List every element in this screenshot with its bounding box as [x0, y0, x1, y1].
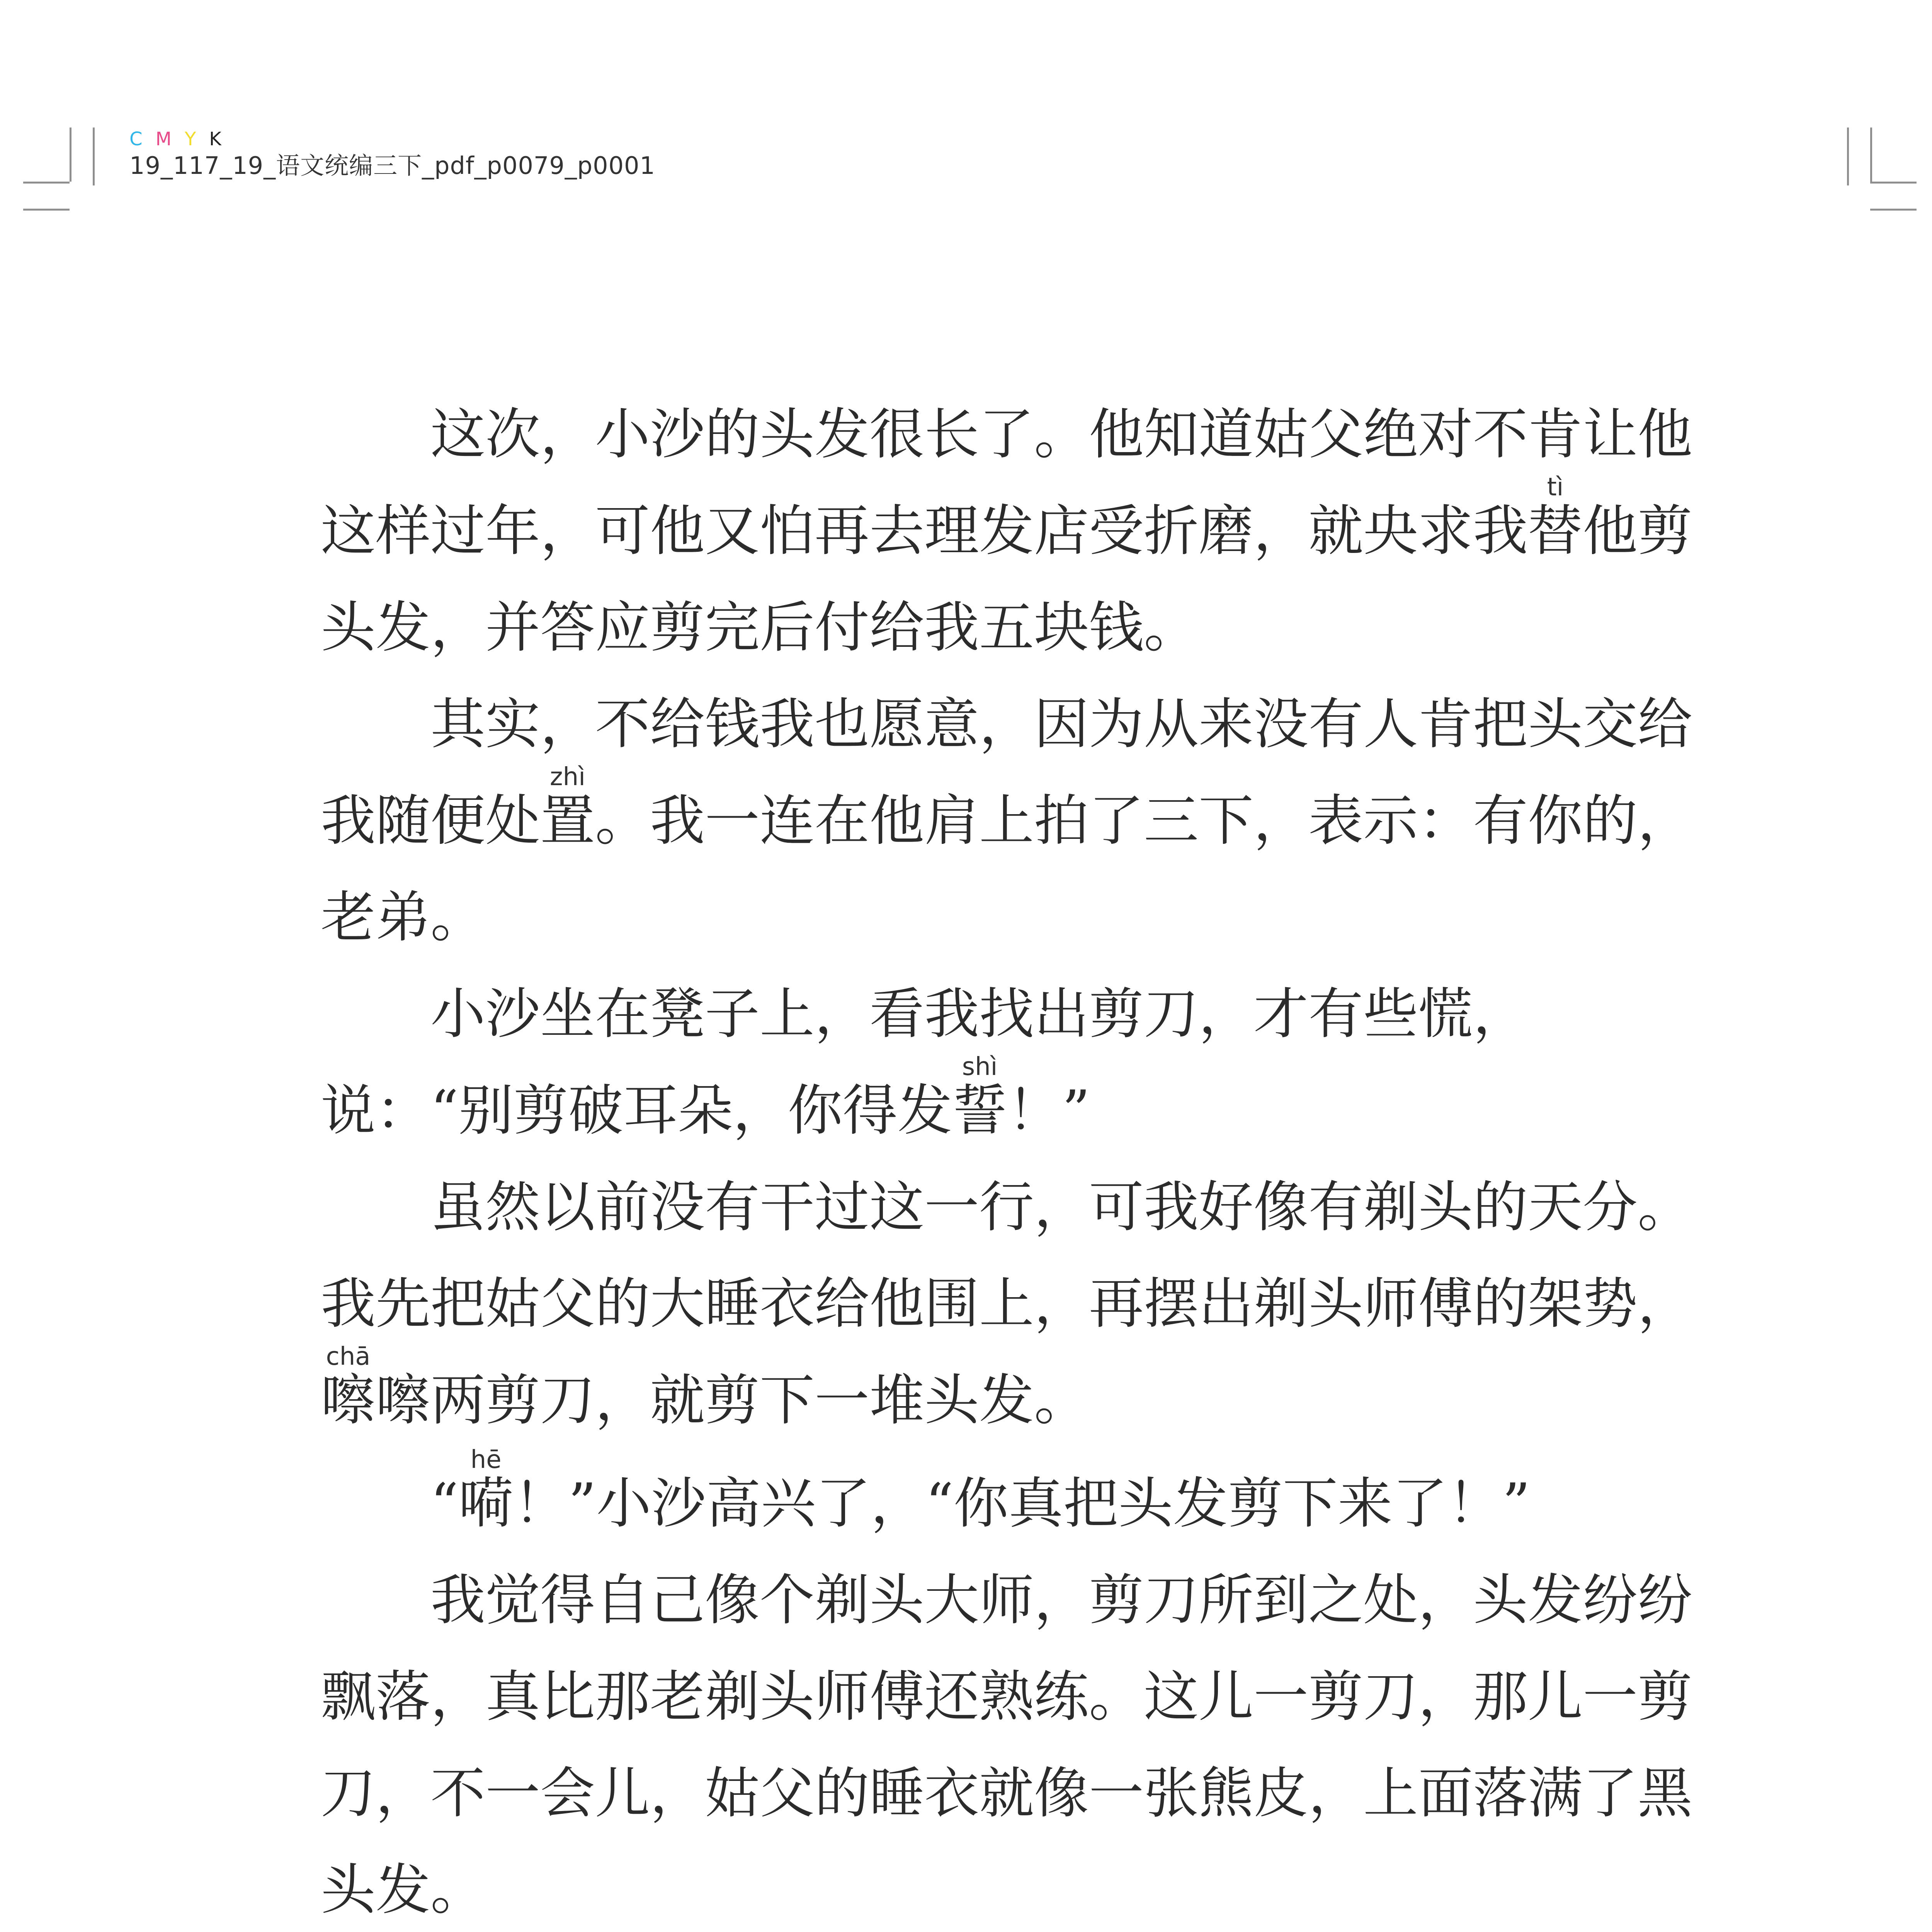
cmyk-registration: [129, 128, 655, 151]
paragraph-p5: [321, 1446, 1719, 1552]
paragraph-p1: [321, 386, 1719, 676]
pinyin: tì: [1528, 473, 1583, 502]
text-run: 。我一连在他肩上拍了三下，表示：有你的，老弟。: [321, 789, 1692, 949]
text-run: ！”: [1007, 1079, 1090, 1143]
crop-mark: [1870, 209, 1917, 211]
text-run: 其实，不给钱我也愿意，因为从来没有人肯把头交给我随便处: [321, 692, 1692, 853]
story-text: [321, 386, 1719, 1932]
paragraph-p4: [321, 1159, 1719, 1449]
text-run: 我觉得自己像个剃头大师，剪刀所到之处，头发纷纷飘落，真比那老剃头师傅还熟练。这儿一剪刀，那儿一剪刀，不一会儿，姑父的睡衣就像一张熊皮，上面落满了黑头发。: [321, 1568, 1692, 1922]
file-label: 19_117_19_语文统编三下_pdf_p0079_p0001: [129, 151, 655, 180]
pinyin-annotated-char: 置zhì: [540, 763, 595, 853]
cmyk-m: M: [155, 128, 185, 150]
pinyin-annotated-char: 嚓chā: [321, 1342, 376, 1432]
pinyin-annotated-char: 替tì: [1528, 473, 1583, 563]
paragraph-p3: [321, 966, 1719, 1159]
text-run: 小沙坐在凳子上，看我找出剪刀，才有些慌，说：“别剪破耳朵，你得发: [321, 982, 1528, 1143]
text-run: 嚓两剪刀，就剪下一堆头发。: [376, 1369, 1089, 1432]
text-run: ！”小沙高兴了，“你真把头发剪下来了！”: [513, 1472, 1531, 1536]
cmyk-c: C: [129, 128, 156, 150]
crop-mark: [93, 128, 95, 185]
paragraph-p2: [321, 676, 1719, 966]
cmyk-y: Y: [184, 128, 209, 150]
pinyin: zhì: [540, 763, 595, 791]
text-run: “: [430, 1472, 459, 1536]
text-run: 这次，小沙的头发很长了。他知道姑父绝对不肯让他这样过年，可他又怕再去理发店受折磨，就央求我: [321, 403, 1692, 563]
pinyin-annotated-char: 誓shì: [952, 1053, 1007, 1143]
cmyk-k: K: [209, 128, 235, 150]
print-header: [129, 128, 655, 181]
crop-mark: [1847, 128, 1849, 185]
crop-mark: [1870, 182, 1917, 184]
pinyin: hē: [458, 1446, 514, 1474]
crop-mark: [70, 128, 71, 182]
text-run: 他剪头发，并答应剪完后付给我五块钱。: [321, 499, 1692, 660]
crop-mark: [23, 182, 70, 184]
pinyin: chā: [321, 1342, 376, 1371]
text-run: 虽然以前没有干过这一行，可我好像有剃头的天分。我先把姑父的大睡衣给他围上，再摆出剃头师傅的架势，: [321, 1175, 1692, 1336]
pinyin-annotated-char: 嗬hē: [458, 1446, 514, 1536]
crop-mark: [1870, 128, 1872, 182]
paragraph-p6: [321, 1552, 1719, 1932]
pinyin: shì: [952, 1053, 1007, 1081]
crop-mark: [23, 209, 70, 211]
